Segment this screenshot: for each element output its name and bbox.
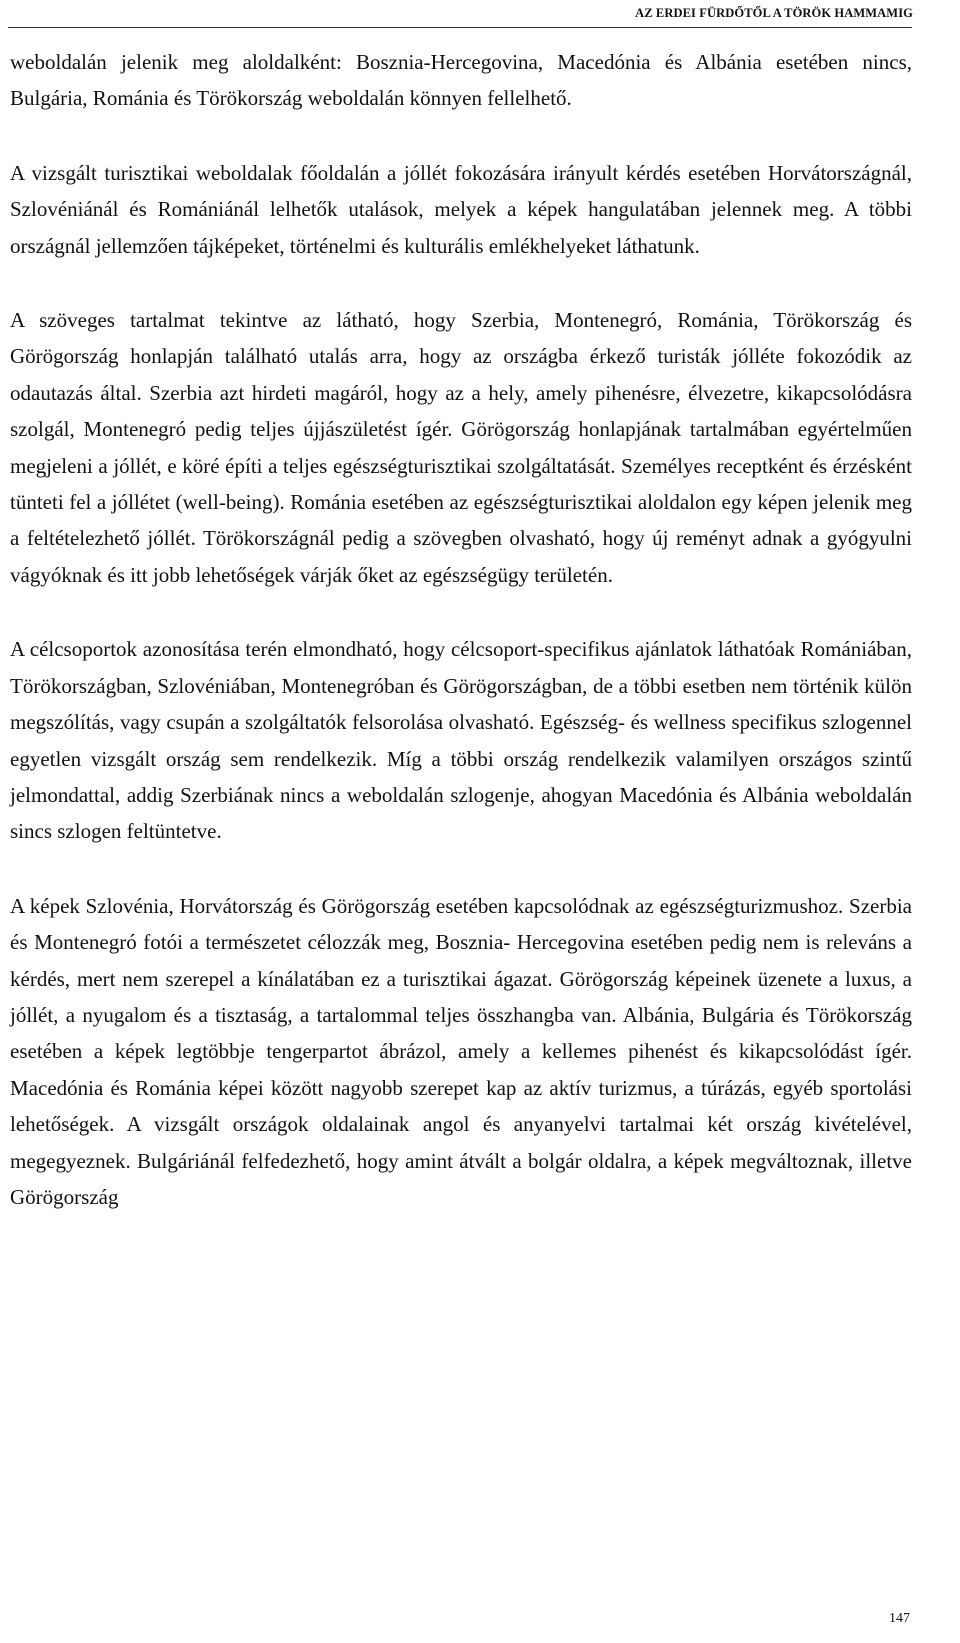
paragraph-1: weboldalán jelenik meg aloldalként: Bosznia-Hercegovina, Macedónia és Albánia esetében nincs, Bulgária, Románia és Törökország weboldalán könnyen fellelhető. xyxy=(10,50,912,111)
header-rule xyxy=(8,27,912,28)
paragraph-5: A képek Szlovénia, Horvátország és Görögország esetében kapcsolódnak az egészségturizmushoz. Szerbia és Montenegró fotói a természetet célozzák meg, Bosznia- Hercegovina esetében pedig nem is releváns a kérdés, mert nem szerepel a kínálatában ez a turisztikai ágazat. Görögország képeinek üzenete a luxus, a jóllét, a nyugalom és a tisztaság, a tartalommal teljes összhangba van. Albánia, Bulgária és Törökország esetében a képek legtöbbje tengerpartot ábrázol, amely a kellemes pihenést és kikapcsolódást ígér. Macedónia és Románia képei között nagyobb szerepet kap az aktív turizmus, a túrázás, egyéb sportolási lehetőségek. A vizsgált országok oldalainak angol és anyanyelvi tartalmai két ország kivételével, megegyeznek. Bulgáriánál felfedezhető, hogy amint átvált a bolgár oldalra, a képek megváltoznak, illetve Görögország xyxy=(10,893,912,1209)
paragraph-4: A célcsoportok azonosítása terén elmondható, hogy célcsoport-specifikus ajánlatok láthatóak Romániában, Törökországban, Szlovéniában, Montenegróban és Görögországban, de a többi esetben nem történik külön megszólítás, vagy csupán a szolgáltatók felsorolása olvasható. Egészség- és wellness specifikus szlogennel egyetlen vizsgált ország sem rendelkezik. Míg a többi ország rendelkezik valamilyen országos szintű jelmondattal, addig Szerbiának nincs a weboldalán szlogenje, ahogyan Macedónia és Albánia weboldalán sincs szlogen feltüntetve. xyxy=(10,637,912,844)
running-title: AZ ERDEI FÜRDŐTŐL A TÖRÖK HAMMAMIG xyxy=(635,6,913,20)
paragraph-3: A szöveges tartalmat tekintve az látható, hogy Szerbia, Montenegró, Románia, Törökország és Görögország honlapján található utalás arra, hogy az országba érkező turisták jólléte fokozódik az odautazás által. Szerbia azt hirdeti magáról, hogy az a hely, amely pihenésre, élvezetre, kikapcsolódásra szolgál, Montenegró pedig teljes újjászületést ígér. Görögország honlapjának tartalmában egyértelműen megjeleni a jóllét, e köré építi a teljes egészségturisztikai szolgáltatását. Személyes receptként és érzésként tünteti fel a jóllétet (well-being). Románia esetében az egészségturisztikai aloldalon egy képen jelenik meg a feltételezhető jóllét. Törökországnál pedig a szövegben olvasható, hogy új reményt adnak a gyógyulni vágyóknak és itt jobb lehetőségek várják őket az egészségügy területén. xyxy=(10,308,912,587)
body-text xyxy=(10,44,912,1215)
paragraph-2: A vizsgált turisztikai weboldalak főoldalán a jóllét fokozására irányult kérdés esetében Horvátországnál, Szlovéniánál és Romániánál lelhetők utalások, melyek a képek hangulatában jelennek meg. A többi országnál jellemzően tájképeket, történelmi és kulturális emlékhelyeket láthatunk. xyxy=(10,160,912,258)
page-number: 147 xyxy=(889,1611,910,1626)
